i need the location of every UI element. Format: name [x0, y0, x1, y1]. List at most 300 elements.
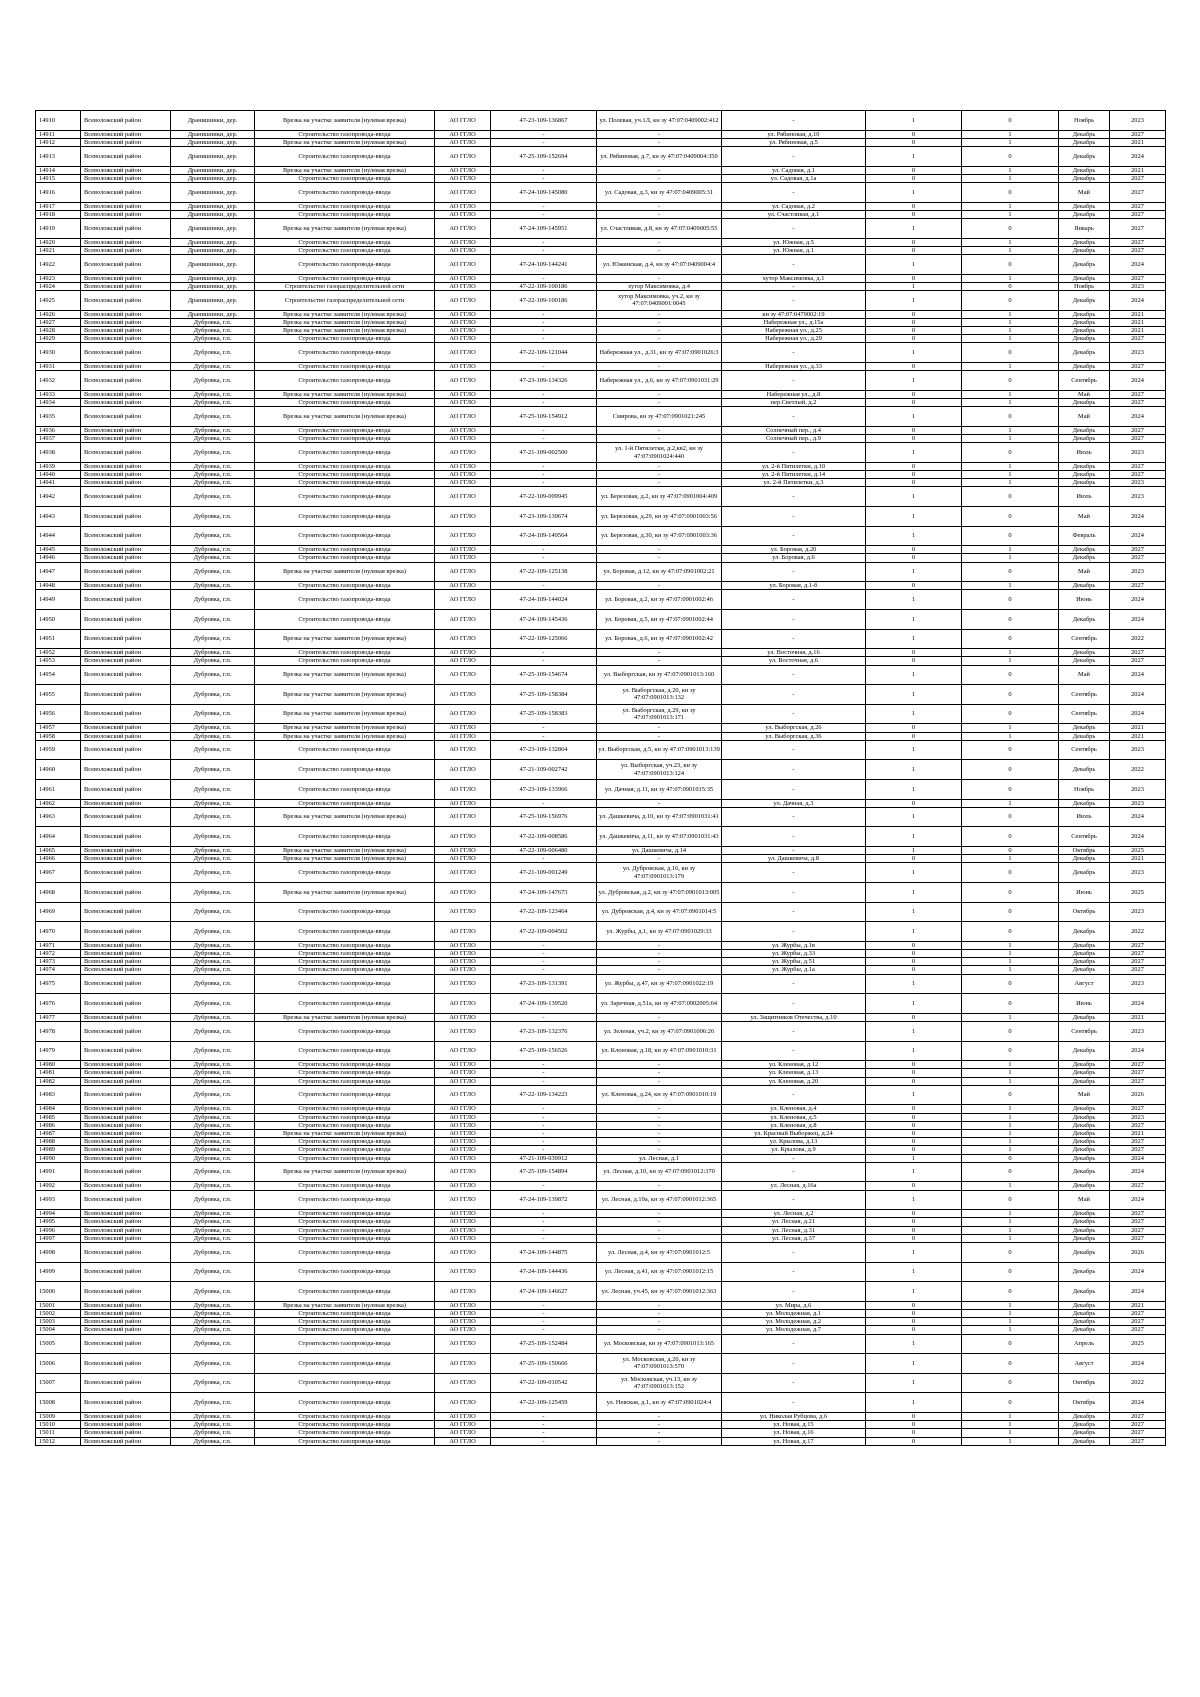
organization-cell: АО ГГЛО [435, 760, 491, 780]
table-row [36, 1085, 1166, 1105]
table-row [36, 704, 1166, 724]
application-number-cell: 47-21-109-001249 [491, 863, 597, 883]
row-number: 14920 [36, 238, 81, 246]
organization-cell: АО ГГЛО [435, 443, 491, 463]
object-address-cell: ул. Молодежная, д.1 [722, 1309, 866, 1317]
settlement-cell: Дубровка, г.п. [171, 941, 255, 949]
address-cell: ул. Боровая, д.5, кн зу 47:07:0901002:44 [597, 609, 722, 629]
year-cell: 2027 [1110, 1234, 1166, 1242]
row-number: 14950 [36, 609, 81, 629]
year-cell: 2024 [1110, 665, 1166, 685]
object-address-cell: ул. Выборгская, д.26 [722, 724, 866, 732]
work-type-cell: Строительство газопровода-ввода [255, 609, 435, 629]
address-cell: ул. Московская, д.20, кн зу 47:07:0901013:570 [597, 1354, 722, 1374]
table-row [36, 546, 1166, 554]
object-address-cell: Набережная ул., д.15а [722, 318, 866, 326]
district-cell: Всеволожский район [81, 1041, 171, 1061]
work-type-cell: Строительство газопровода-ввода [255, 343, 435, 363]
count-b-cell: 0 [962, 1162, 1059, 1182]
object-address-cell: Солнечный пер., д.4 [722, 426, 866, 434]
settlement-cell: Дранишники, дер. [171, 111, 255, 131]
month-cell: Декабрь [1059, 138, 1110, 146]
application-number-cell: 47-22-109-125459 [491, 1393, 597, 1413]
district-cell: Всеволожский район [81, 363, 171, 371]
settlement-cell: Дубровка, г.п. [171, 760, 255, 780]
object-address-cell: - [722, 629, 866, 649]
count-a-cell: 0 [866, 1061, 962, 1069]
work-type-cell: Врезка на участке заявителя (нулевая врезка) [255, 724, 435, 732]
month-cell: Декабрь [1059, 174, 1110, 182]
table-row [36, 335, 1166, 343]
count-a-cell: 1 [866, 291, 962, 311]
row-number: 14994 [36, 1210, 81, 1218]
organization-cell: АО ГГЛО [435, 390, 491, 398]
count-b-cell: 1 [962, 949, 1059, 957]
year-cell: 2027 [1110, 1429, 1166, 1437]
district-cell: Всеволожский район [81, 343, 171, 363]
month-cell: Декабрь [1059, 554, 1110, 562]
address-cell: ул. Березовая, д.29, кн зу 47:07:0901003:56 [597, 507, 722, 527]
object-address-cell: - [722, 807, 866, 827]
address-cell: - [597, 1412, 722, 1420]
organization-cell: АО ГГЛО [435, 1113, 491, 1121]
row-number: 14944 [36, 526, 81, 546]
application-number-cell: 47-23-109-134326 [491, 371, 597, 391]
count-a-cell: 1 [866, 526, 962, 546]
count-a-cell: 0 [866, 1182, 962, 1190]
count-b-cell: 1 [962, 426, 1059, 434]
address-cell: - [597, 202, 722, 210]
row-number: 14942 [36, 487, 81, 507]
object-address-cell: - [722, 1190, 866, 1210]
district-cell: Всеволожский район [81, 1437, 171, 1445]
count-b-cell: 1 [962, 1113, 1059, 1121]
work-type-cell: Врезка на участке заявителя (нулевая врезка) [255, 562, 435, 582]
year-cell: 2024 [1110, 507, 1166, 527]
table-row [36, 363, 1166, 371]
table-row [36, 846, 1166, 854]
application-number-cell: - [491, 657, 597, 665]
district-cell: Всеволожский район [81, 1105, 171, 1113]
count-a-cell: 1 [866, 1085, 962, 1105]
organization-cell: АО ГГЛО [435, 1190, 491, 1210]
organization-cell: АО ГГЛО [435, 1069, 491, 1077]
work-type-cell: Строительство газопровода-ввода [255, 462, 435, 470]
count-b-cell: 1 [962, 1429, 1059, 1437]
organization-cell: АО ГГЛО [435, 863, 491, 883]
year-cell: 2024 [1110, 291, 1166, 311]
row-number: 15007 [36, 1373, 81, 1393]
address-cell: - [597, 1069, 722, 1077]
address-cell: - [597, 582, 722, 590]
organization-cell: АО ГГЛО [435, 1234, 491, 1242]
work-type-cell: Строительство газопровода-ввода [255, 1234, 435, 1242]
month-cell: Декабрь [1059, 732, 1110, 740]
count-a-cell: 0 [866, 166, 962, 174]
application-number-cell: 47-23-109-132376 [491, 1021, 597, 1041]
count-a-cell: 1 [866, 779, 962, 799]
object-address-cell: ул. Кленовая, д.5 [722, 1113, 866, 1121]
address-cell: - [597, 246, 722, 254]
application-number-cell: - [491, 958, 597, 966]
settlement-cell: Дубровка, г.п. [171, 1085, 255, 1105]
settlement-cell: Дубровка, г.п. [171, 507, 255, 527]
month-cell: Май [1059, 665, 1110, 685]
work-type-cell: Строительство газопровода-ввода [255, 649, 435, 657]
year-cell: 2024 [1110, 1154, 1166, 1162]
month-cell: Декабрь [1059, 1146, 1110, 1154]
settlement-cell: Дубровка, г.п. [171, 582, 255, 590]
address-cell: ул. Березовая, д.30, кн зу 47:07:0901003:36 [597, 526, 722, 546]
year-cell: 2027 [1110, 1421, 1166, 1429]
application-number-cell: 47-24-109-139872 [491, 1190, 597, 1210]
month-cell: Декабрь [1059, 202, 1110, 210]
address-cell: ул. Садовая, д.3, кн зу 47:07:0409005:31 [597, 183, 722, 203]
month-cell: Декабрь [1059, 863, 1110, 883]
count-b-cell: 0 [962, 779, 1059, 799]
count-a-cell: 1 [866, 1242, 962, 1262]
organization-cell: АО ГГЛО [435, 665, 491, 685]
object-address-cell: ул. Защитников Отечества, д.10 [722, 1013, 866, 1021]
table-row [36, 1437, 1166, 1445]
district-cell: Всеволожский район [81, 1301, 171, 1309]
table-row [36, 779, 1166, 799]
row-number: 14986 [36, 1121, 81, 1129]
table-row [36, 435, 1166, 443]
district-cell: Всеволожский район [81, 629, 171, 649]
district-cell: Всеволожский район [81, 554, 171, 562]
settlement-cell: Дубровка, г.п. [171, 1354, 255, 1374]
district-cell: Всеволожский район [81, 462, 171, 470]
month-cell: Сентябрь [1059, 685, 1110, 705]
organization-cell: АО ГГЛО [435, 1393, 491, 1413]
settlement-cell: Дубровка, г.п. [171, 590, 255, 610]
count-b-cell: 0 [962, 507, 1059, 527]
organization-cell: АО ГГЛО [435, 1146, 491, 1154]
month-cell: Декабрь [1059, 760, 1110, 780]
address-cell: - [597, 855, 722, 863]
address-cell: ул. Лесная, д.1 [597, 1154, 722, 1162]
row-number: 14980 [36, 1061, 81, 1069]
year-cell: 2027 [1110, 1437, 1166, 1445]
address-cell: ул. Счастливая, д.8, кн зу 47:07:0409005:55 [597, 219, 722, 239]
count-b-cell: 1 [962, 327, 1059, 335]
count-a-cell: 1 [866, 1262, 962, 1282]
settlement-cell: Дубровка, г.п. [171, 554, 255, 562]
work-type-cell: Врезка на участке заявителя (нулевая врезка) [255, 138, 435, 146]
month-cell: Декабрь [1059, 1437, 1110, 1445]
address-cell: - [597, 390, 722, 398]
table-row [36, 183, 1166, 203]
object-address-cell: ул. Кленовая, д.13 [722, 1069, 866, 1077]
settlement-cell: Дубровка, г.п. [171, 1234, 255, 1242]
application-number-cell: - [491, 274, 597, 282]
month-cell: Май [1059, 183, 1110, 203]
object-address-cell: ул. Кленовая, д.8 [722, 1121, 866, 1129]
organization-cell: АО ГГЛО [435, 1105, 491, 1113]
count-b-cell: 1 [962, 1077, 1059, 1085]
district-cell: Всеволожский район [81, 246, 171, 254]
count-b-cell: 1 [962, 479, 1059, 487]
month-cell: Декабрь [1059, 1309, 1110, 1317]
count-a-cell: 0 [866, 174, 962, 182]
month-cell: Декабрь [1059, 1326, 1110, 1334]
table-row [36, 1282, 1166, 1302]
address-cell: ул. Дубровская, д.16, кн зу 47:07:0901013:179 [597, 863, 722, 883]
organization-cell: АО ГГЛО [435, 582, 491, 590]
count-b-cell: 1 [962, 246, 1059, 254]
application-number-cell: - [491, 1318, 597, 1326]
application-number-cell: 47-21-109-002742 [491, 760, 597, 780]
month-cell: Декабрь [1059, 274, 1110, 282]
work-type-cell: Врезка на участке заявителя (нулевая врезка) [255, 846, 435, 854]
work-type-cell: Строительство газопровода-ввода [255, 202, 435, 210]
settlement-cell: Дубровка, г.п. [171, 958, 255, 966]
year-cell: 2027 [1110, 1210, 1166, 1218]
address-cell: - [597, 1421, 722, 1429]
row-number: 14933 [36, 390, 81, 398]
year-cell: 2023 [1110, 799, 1166, 807]
district-cell: Всеволожский район [81, 487, 171, 507]
address-cell: - [597, 799, 722, 807]
object-address-cell: - [722, 882, 866, 902]
work-type-cell: Строительство газопровода-ввода [255, 1226, 435, 1234]
settlement-cell: Дубровка, г.п. [171, 779, 255, 799]
district-cell: Всеволожский район [81, 327, 171, 335]
count-a-cell: 0 [866, 202, 962, 210]
district-cell: Всеволожский район [81, 310, 171, 318]
year-cell: 2027 [1110, 1218, 1166, 1226]
application-number-cell: 47-25-109-152694 [491, 147, 597, 167]
district-cell: Всеволожский район [81, 922, 171, 942]
object-address-cell: ул. Лесная, д.2 [722, 1210, 866, 1218]
count-b-cell: 0 [962, 902, 1059, 922]
object-address-cell: Солнечный пер., д.9 [722, 435, 866, 443]
month-cell: Декабрь [1059, 1113, 1110, 1121]
district-cell: Всеволожский район [81, 609, 171, 629]
month-cell: Декабрь [1059, 1013, 1110, 1021]
organization-cell: АО ГГЛО [435, 1282, 491, 1302]
count-a-cell: 1 [866, 740, 962, 760]
count-a-cell: 1 [866, 590, 962, 610]
month-cell: Май [1059, 562, 1110, 582]
organization-cell: АО ГГЛО [435, 219, 491, 239]
object-address-cell: ул. Южная, д.5 [722, 238, 866, 246]
count-a-cell: 1 [866, 994, 962, 1014]
settlement-cell: Дубровка, г.п. [171, 426, 255, 434]
year-cell: 2021 [1110, 724, 1166, 732]
object-address-cell: - [722, 665, 866, 685]
table-row [36, 649, 1166, 657]
month-cell: Декабрь [1059, 582, 1110, 590]
district-cell: Всеволожский район [81, 282, 171, 290]
count-a-cell: 1 [866, 371, 962, 391]
count-a-cell: 0 [866, 1437, 962, 1445]
work-type-cell: Врезка на участке заявителя (нулевая врезка) [255, 327, 435, 335]
work-type-cell: Строительство газопровода-ввода [255, 507, 435, 527]
year-cell: 2022 [1110, 629, 1166, 649]
year-cell: 2027 [1110, 941, 1166, 949]
district-cell: Всеволожский район [81, 371, 171, 391]
month-cell: Декабрь [1059, 1129, 1110, 1137]
table-row [36, 1326, 1166, 1334]
table-row [36, 562, 1166, 582]
work-type-cell: Врезка на участке заявителя (нулевая врезка) [255, 111, 435, 131]
count-b-cell: 0 [962, 1242, 1059, 1262]
work-type-cell: Врезка на участке заявителя (нулевая врезка) [255, 855, 435, 863]
settlement-cell: Дубровка, г.п. [171, 1041, 255, 1061]
month-cell: Декабрь [1059, 1218, 1110, 1226]
count-b-cell: 0 [962, 704, 1059, 724]
row-number: 14958 [36, 732, 81, 740]
count-a-cell: 0 [866, 582, 962, 590]
application-number-cell: 47-25-109-156976 [491, 807, 597, 827]
month-cell: Декабрь [1059, 335, 1110, 343]
application-number-cell: 47-24-109-145080 [491, 183, 597, 203]
count-b-cell: 0 [962, 443, 1059, 463]
year-cell: 2023 [1110, 562, 1166, 582]
object-address-cell: ул. Дашкевича, д.8 [722, 855, 866, 863]
year-cell: 2027 [1110, 949, 1166, 957]
district-cell: Всеволожский район [81, 443, 171, 463]
organization-cell: АО ГГЛО [435, 554, 491, 562]
district-cell: Всеволожский район [81, 111, 171, 131]
table-row [36, 941, 1166, 949]
organization-cell: АО ГГЛО [435, 966, 491, 974]
object-address-cell: - [722, 1262, 866, 1282]
count-a-cell: 0 [866, 649, 962, 657]
work-type-cell: Строительство газопровода-ввода [255, 1318, 435, 1326]
work-type-cell: Строительство газопровода-ввода [255, 371, 435, 391]
district-cell: Всеволожский район [81, 426, 171, 434]
organization-cell: АО ГГЛО [435, 807, 491, 827]
address-cell: - [597, 130, 722, 138]
organization-cell: АО ГГЛО [435, 343, 491, 363]
object-address-cell: ул. Новая, д.17 [722, 1437, 866, 1445]
row-number: 14947 [36, 562, 81, 582]
district-cell: Всеволожский район [81, 255, 171, 275]
year-cell: 2024 [1110, 1354, 1166, 1374]
application-number-cell: - [491, 1210, 597, 1218]
settlement-cell: Дубровка, г.п. [171, 1437, 255, 1445]
table-row [36, 827, 1166, 847]
settlement-cell: Дранишники, дер. [171, 174, 255, 182]
object-address-cell: - [722, 863, 866, 883]
address-cell: - [597, 479, 722, 487]
organization-cell: АО ГГЛО [435, 1210, 491, 1218]
district-cell: Всеволожский район [81, 1262, 171, 1282]
gasification-schedule-table [35, 110, 1166, 1446]
object-address-cell: - [722, 1373, 866, 1393]
application-number-cell: 47-25-109-158384 [491, 685, 597, 705]
district-cell: Всеволожский район [81, 1218, 171, 1226]
address-cell: ул. Березовая, д.2, кн зу 47:07:0901004:409 [597, 487, 722, 507]
count-b-cell: 0 [962, 1354, 1059, 1374]
application-number-cell: - [491, 582, 597, 590]
table-row [36, 1234, 1166, 1242]
count-a-cell: 0 [866, 1218, 962, 1226]
work-type-cell: Строительство газопровода-ввода [255, 922, 435, 942]
application-number-cell: 47-21-109-002500 [491, 443, 597, 463]
year-cell: 2024 [1110, 526, 1166, 546]
object-address-cell: - [722, 609, 866, 629]
district-cell: Всеволожский район [81, 966, 171, 974]
work-type-cell: Строительство газопровода-ввода [255, 779, 435, 799]
row-number: 14966 [36, 855, 81, 863]
organization-cell: АО ГГЛО [435, 1085, 491, 1105]
row-number: 15008 [36, 1393, 81, 1413]
address-cell: - [597, 1129, 722, 1137]
organization-cell: АО ГГЛО [435, 147, 491, 167]
year-cell: 2027 [1110, 582, 1166, 590]
table-row [36, 138, 1166, 146]
count-b-cell: 0 [962, 1190, 1059, 1210]
year-cell: 2021 [1110, 855, 1166, 863]
address-cell: - [597, 435, 722, 443]
table-row [36, 974, 1166, 994]
application-number-cell: - [491, 1412, 597, 1420]
object-address-cell: - [722, 1334, 866, 1354]
address-cell: ул. Полевая, уч.1Л, кн зу 47:07:0409002:412 [597, 111, 722, 131]
month-cell: Декабрь [1059, 363, 1110, 371]
count-a-cell: 1 [866, 882, 962, 902]
year-cell: 2021 [1110, 138, 1166, 146]
application-number-cell: - [491, 1234, 597, 1242]
district-cell: Всеволожский район [81, 562, 171, 582]
count-b-cell: 1 [962, 966, 1059, 974]
count-b-cell: 1 [962, 1146, 1059, 1154]
count-b-cell: 0 [962, 291, 1059, 311]
application-number-cell: 47-25-109-154894 [491, 1162, 597, 1182]
address-cell: - [597, 471, 722, 479]
address-cell: ул. Выборгская, д.5, кн зу 47:07:0901013:139 [597, 740, 722, 760]
month-cell: Декабрь [1059, 166, 1110, 174]
table-row [36, 1013, 1166, 1021]
table-row [36, 471, 1166, 479]
organization-cell: АО ГГЛО [435, 846, 491, 854]
year-cell: 2027 [1110, 1061, 1166, 1069]
table-row [36, 732, 1166, 740]
table-row [36, 1373, 1166, 1393]
year-cell: 2023 [1110, 902, 1166, 922]
district-cell: Всеволожский район [81, 1146, 171, 1154]
organization-cell: АО ГГЛО [435, 1154, 491, 1162]
row-number: 14932 [36, 371, 81, 391]
count-a-cell: 1 [866, 147, 962, 167]
year-cell: 2027 [1110, 1318, 1166, 1326]
row-number: 14949 [36, 590, 81, 610]
row-number: 14948 [36, 582, 81, 590]
table-row [36, 219, 1166, 239]
object-address-cell: - [722, 846, 866, 854]
count-b-cell: 0 [962, 1373, 1059, 1393]
row-number: 14991 [36, 1162, 81, 1182]
address-cell: ул. Выборгская, д.20, кн зу 47:07:0901013:132 [597, 685, 722, 705]
organization-cell: АО ГГЛО [435, 1041, 491, 1061]
settlement-cell: Дубровка, г.п. [171, 471, 255, 479]
district-cell: Всеволожский район [81, 526, 171, 546]
address-cell: ул. Московская, уч.13, кн зу 47:07:0901013:152 [597, 1373, 722, 1393]
work-type-cell: Строительство газопровода-ввода [255, 1429, 435, 1437]
address-cell: ул. Лесная, д.4, кн зу 47:07:0901012:5 [597, 1242, 722, 1262]
count-b-cell: 0 [962, 219, 1059, 239]
count-a-cell: 0 [866, 1318, 962, 1326]
organization-cell: АО ГГЛО [435, 435, 491, 443]
count-a-cell: 0 [866, 479, 962, 487]
application-number-cell: - [491, 310, 597, 318]
count-b-cell: 1 [962, 1326, 1059, 1334]
work-type-cell: Строительство газопровода-ввода [255, 590, 435, 610]
